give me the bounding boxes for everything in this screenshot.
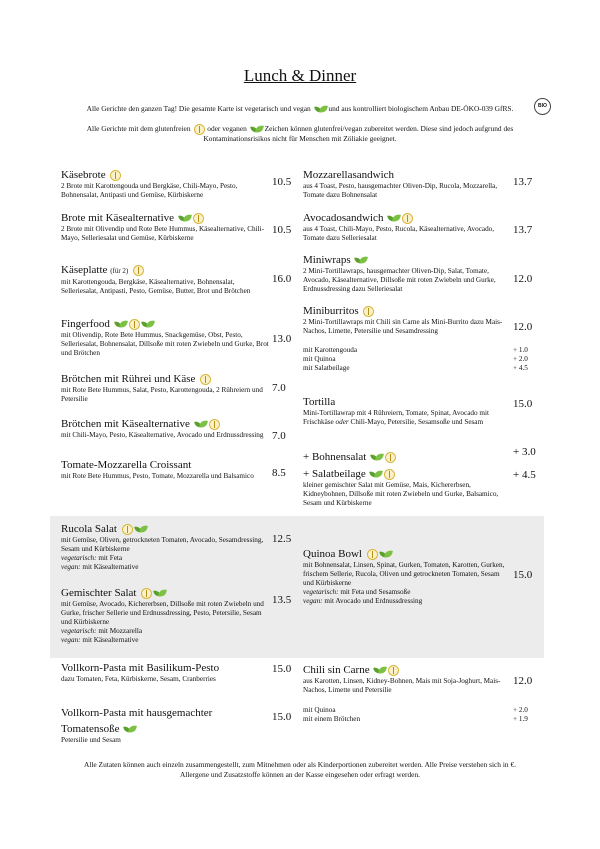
gluten-free-icon: [110, 170, 121, 181]
menu-item: Fingerfood mit Olivendip, Rote Bete Hummus, Snackgemüse, Obst, Pesto, Selleriesalat, Bohnensalat, Dillsoße mit roten Zwiebeln und Gurke, Brot und Brötchen: [61, 318, 269, 357]
addon-price: + 4.5: [513, 364, 528, 372]
item-price: 12.0: [513, 675, 533, 687]
menu-item: Brötchen mit Käsealternative mit Chili-Mayo, Pesto, Käsealternative, Avocado und Erdnussdressing: [61, 418, 264, 439]
vegan-leaf-icon: [154, 589, 166, 598]
addon-list: [303, 706, 507, 724]
gluten-free-icon: [200, 374, 211, 385]
menu-item: Tomate-Mozzarella Croissant mit Rote Bete Hummus, Pesto, Tomate, Mozzarella und Balsamico: [61, 459, 254, 480]
addon-label: mit Karottengouda: [303, 346, 358, 354]
item-price: 7.0: [272, 382, 286, 394]
menu-item: + Salatbeilage kleiner gemischter Salat mit Gemüse, Mais, Kichererbsen, Kidneybohnen, Dillsoße mit roten Zwiebeln und Gurke, Balsamico, Sesam und Kürbiskerne: [303, 468, 499, 507]
item-price: 13.5: [272, 594, 292, 606]
addon-list: [303, 346, 505, 373]
vegan-leaf-icon: [355, 256, 367, 265]
gluten-free-icon: [384, 469, 395, 480]
item-price: 12.0: [513, 273, 533, 285]
gluten-free-icon: [193, 213, 204, 224]
vegan-leaf-icon: [115, 320, 127, 329]
page-title: Lunch & Dinner: [243, 66, 357, 85]
menu-item: + Bohnensalat: [303, 451, 505, 464]
item-price: + 4.5: [513, 469, 536, 481]
item-price: + 3.0: [513, 446, 536, 458]
addon-label: mit einem Brötchen: [303, 715, 361, 723]
gluten-free-icon: [402, 213, 413, 224]
addon-price: + 2.0: [513, 706, 528, 714]
item-price: 12.0: [513, 321, 533, 333]
menu-item: Quinoa Bowl mit Bohnensalat, Linsen, Spinat, Gurken, Tomaten, Karotten, Gurken, frischem Sellerie, Rucola, Oliven und getrockneten Tomaten, Sesam und Kürbiskerne vegetarisch: mit Feta und Sesamsoße vegan: mit Avocado und Erdnussdressing: [303, 548, 505, 605]
item-price: 10.5: [272, 224, 292, 236]
menu-item: Miniburritos 2 Mini-Tortillawraps mit Chili sin Carne als Mini-Burrito dazu Mais-Nachos, Limette, Petersilie und Sesamdressing: [303, 305, 503, 335]
vegan-leaf-icon: [251, 125, 263, 134]
item-price: 16.0: [272, 273, 292, 285]
menu-item: Vollkorn-Pasta mit hausgemachter Tomatensoße Petersilie und Sesam: [61, 707, 213, 744]
addon-price: + 2.0: [513, 355, 528, 363]
vegan-leaf-icon: [374, 666, 386, 675]
menu-item: Chili sin Carne aus Karotten, Linsen, Kidney-Bohnen, Mais mit Soja-Joghurt, Mais-Nachos, Limette und Petersilie: [303, 664, 501, 694]
gluten-free-icon: [388, 665, 399, 676]
menu-item: Mozzarellasandwich aus 4 Toast, Pesto, hausgemachter Oliven-Dip, Rucola, Mozzarella, Tomate dazu Bohnensalat: [303, 169, 498, 199]
item-price: 8.5: [272, 467, 286, 479]
addon-label: mit Salatbeilage: [303, 364, 350, 372]
gluten-free-icon: [363, 306, 374, 317]
gluten-free-icon: [141, 588, 152, 599]
item-price: 10.5: [272, 176, 292, 188]
item-price: 15.0: [513, 398, 533, 410]
addon-label: mit Quinoa: [303, 706, 336, 714]
intro-line-3: Kontaminationsrisikos nicht für Menschen mit Zöliakie geeignet.: [203, 134, 397, 143]
item-price: 7.0: [272, 430, 286, 442]
menu-item: Tortilla Mini-Tortillawrap mit 4 Rühreiern, Tomate, Spinat, Avocado mit Frischkäse oder Chili-Mayo, Petersilie, Sesamsoße und Sesam: [303, 396, 489, 426]
item-price: 15.0: [272, 711, 292, 723]
vegan-leaf-icon: [388, 214, 400, 223]
item-price: 15.0: [513, 569, 533, 581]
item-price: 12.5: [272, 533, 292, 545]
item-price: 13.7: [513, 176, 533, 188]
vegan-leaf-icon: [315, 105, 327, 114]
vegan-leaf-icon: [195, 420, 207, 429]
footer-note: Alle Zutaten können auch einzeln zusammengestellt, zum Mitnehmen oder als Kinderportionen zubereitet werden. Alle Preise verstehen sich in €. Allergene und Zusatzstoffe können an der Kasse eingesehen oder erfragt werden.: [83, 760, 516, 779]
menu-item: Brötchen mit Rührei und Käse mit Rote Bete Hummus, Salat, Pesto, Karottengouda, 2 Rühreiern und Petersilie: [61, 373, 263, 403]
gluten-free-icon: [133, 265, 144, 276]
vegan-leaf-icon: [124, 725, 136, 734]
gluten-free-icon: [209, 419, 220, 430]
menu-item: Gemischter Salat mit Gemüse, Avocado, Kichererbsen, Dillsoße mit roten Zwiebeln und Gurke, frischer Sellerie und Erdnussdressing, Pesto, Petersilie, Sesam und Kürbiskerne vegetarisch: mit Mozzarella vegan: mit Käsealternative: [61, 587, 264, 644]
menu-item: Miniwraps 2 Mini-Tortillawraps, hausgemachter Oliven-Dip, Salat, Tomate, Avocado, Käsealternative, Dillsoße mit roten Zwiebeln und Gurke, Erdnussdressing dazu Selleriesalat: [303, 254, 496, 293]
bio-seal-icon: BIO: [534, 98, 551, 115]
menu-item: Rucola Salat mit Gemüse, Oliven, getrockneten Tomaten, Avocado, Sesamdressing, Sesam und Kürbiskerne vegetarisch: mit Feta vegan: mit Käsealternative: [61, 523, 264, 571]
intro-line-1: Alle Gerichte den ganzen Tag! Die gesamte Karte ist vegetarisch und vegan und aus kontrolliert biologischem Anbau DE-ÖKO-039 GfRS.: [86, 104, 514, 113]
menu-item: Käseplatte (für 2) mit Karottengouda, Bergkäse, Käsealternative, Bohnensalat, Selleriesalat, Antipasti, Pesto, Gemüse, Butter, Brot und Brötchen: [61, 264, 251, 295]
vegan-leaf-icon: [370, 470, 382, 479]
vegan-leaf-icon: [142, 320, 154, 329]
item-price: 13.7: [513, 224, 533, 236]
menu-item: Käsebrote 2 Brote mit Karottengouda und Bergkäse, Chili-Mayo, Pesto, Bohnensalat, Antipasti und Gemüse, Kürbiskerne: [61, 169, 238, 199]
addon-label: mit Quinoa: [303, 355, 336, 363]
menu-item: Avocadosandwich aus 4 Toast, Chili-Mayo, Pesto, Rucola, Käsealternative, Avocado, Tomate dazu Selleriesalat: [303, 212, 495, 242]
gluten-free-icon: [122, 524, 133, 535]
gluten-free-icon: [129, 319, 140, 330]
gluten-free-icon: [367, 549, 378, 560]
vegan-leaf-icon: [371, 453, 383, 462]
intro-line-2: Alle Gerichte mit dem glutenfreien oder veganen Zeichen können glutenfrei/vegan zubereitet werden. Diese sind jedoch aufgrund des: [86, 124, 514, 134]
vegan-leaf-icon: [179, 214, 191, 223]
menu-item: Vollkorn-Pasta mit Basilikum-Pesto dazu Tomaten, Feta, Kürbiskerne, Sesam, Cranberries: [61, 662, 220, 683]
addon-price: + 1.9: [513, 715, 528, 723]
vegan-leaf-icon: [135, 525, 147, 534]
vegan-leaf-icon: [380, 550, 392, 559]
item-price: 13.0: [272, 333, 292, 345]
addon-price: + 1.0: [513, 346, 528, 354]
menu-item: Brote mit Käsealternative 2 Brote mit Olivendip und Rote Bete Hummus, Käsealternative, Chili-Mayo, Selleriesalat und Gemüse, Kürbiskerne: [61, 212, 265, 242]
item-price: 15.0: [272, 663, 292, 675]
gluten-free-icon: [385, 452, 396, 463]
